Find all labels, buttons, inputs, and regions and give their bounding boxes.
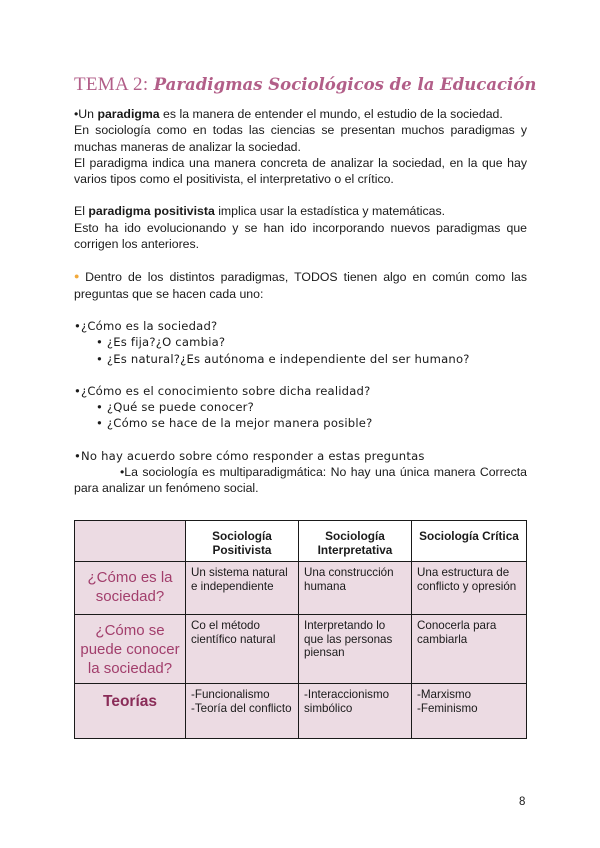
- row-label: Teorías: [75, 684, 186, 739]
- acuerdo-line-1: •No hay acuerdo sobre cómo responder a estas preguntas: [74, 448, 425, 463]
- title-prefix: TEMA 2:: [74, 74, 149, 95]
- table-cell: -Marxismo -Feminismo: [412, 684, 527, 739]
- intro-line-2: En sociología como en todas las ciencias se presentan muchos paradigmas y muchas maneras de analizar la sociedad.: [74, 123, 527, 154]
- term-paradigma: paradigma: [97, 107, 160, 121]
- question-1: •¿Cómo es la sociedad?: [74, 318, 218, 333]
- table-cell: Conocerla para cambiarla: [412, 615, 527, 684]
- comun-paragraph: ● Dentro de los distintos paradigmas, TODOS tienen algo en común como las preguntas que se hacen cada uno:: [74, 270, 527, 301]
- intro-line-1: •Un paradigma es la manera de entender el mundo, el estudio de la sociedad.: [74, 107, 503, 121]
- intro-line-3: El paradigma indica una manera concreta de analizar la sociedad, en la que hay varios tipos como el positivista, el interpretativo o el crítico.: [74, 155, 527, 187]
- orange-bullet-icon: ●: [74, 271, 83, 282]
- table-cell: Co el método científico natural: [186, 615, 299, 684]
- page-title: [74, 74, 536, 96]
- table-row: [75, 615, 527, 684]
- question-2: •¿Cómo es el conocimiento sobre dicha realidad?: [74, 383, 371, 398]
- row-label: ¿Cómo es la sociedad?: [75, 562, 186, 615]
- table-header-row: [75, 521, 527, 562]
- table-header-corner: [75, 521, 186, 562]
- table-cell: Interpretando lo que las personas piensan: [299, 615, 412, 684]
- acuerdo-line-2: •La sociología es multiparadigmática: No hay una única manera Correcta para analizar un fenómeno social.: [74, 465, 527, 496]
- question-block-1: [74, 318, 527, 367]
- body-text: [74, 106, 527, 497]
- table-header: Sociología Positivista: [186, 521, 299, 562]
- table-row: [75, 562, 527, 615]
- table-cell: Un sistema natural e independiente: [186, 562, 299, 615]
- positivista-line-2: Esto ha ido evolucionando y se han ido incorporando nuevos paradigmas que corrigen los anteriores.: [74, 220, 527, 252]
- table-cell: Una estructura de conflicto y opresión: [412, 562, 527, 615]
- positivista-line-1: El paradigma positivista implica usar la estadística y matemáticas.: [74, 204, 446, 219]
- table-cell: Una construcción humana: [299, 562, 412, 615]
- question-2-sub-1: • ¿Qué se puede conocer?: [96, 400, 254, 415]
- question-1-sub-2: • ¿Es natural?¿Es autónoma e independiente del ser humano?: [96, 351, 470, 366]
- page-number: 8: [519, 796, 526, 808]
- paradigms-table: [74, 520, 527, 739]
- table-row: [75, 684, 527, 739]
- table-cell: -Funcionalismo -Teoría del conflicto: [186, 684, 299, 739]
- title-main: Paradigmas Sociológicos de la Educación: [153, 75, 537, 94]
- question-block-2: [74, 383, 527, 432]
- table-cell: -Interaccionismo simbólico: [299, 684, 412, 739]
- question-2-sub-2: • ¿Cómo se hace de la mejor manera posible?: [96, 416, 373, 431]
- table-header: Sociología Interpretativa: [299, 521, 412, 562]
- question-1-sub-1: • ¿Es fija?¿O cambia?: [96, 335, 226, 350]
- table-header: Sociología Crítica: [412, 521, 527, 562]
- row-label: ¿Cómo se puede conocer la sociedad?: [75, 615, 186, 684]
- term-paradigma-positivista: paradigma positivista: [88, 204, 215, 219]
